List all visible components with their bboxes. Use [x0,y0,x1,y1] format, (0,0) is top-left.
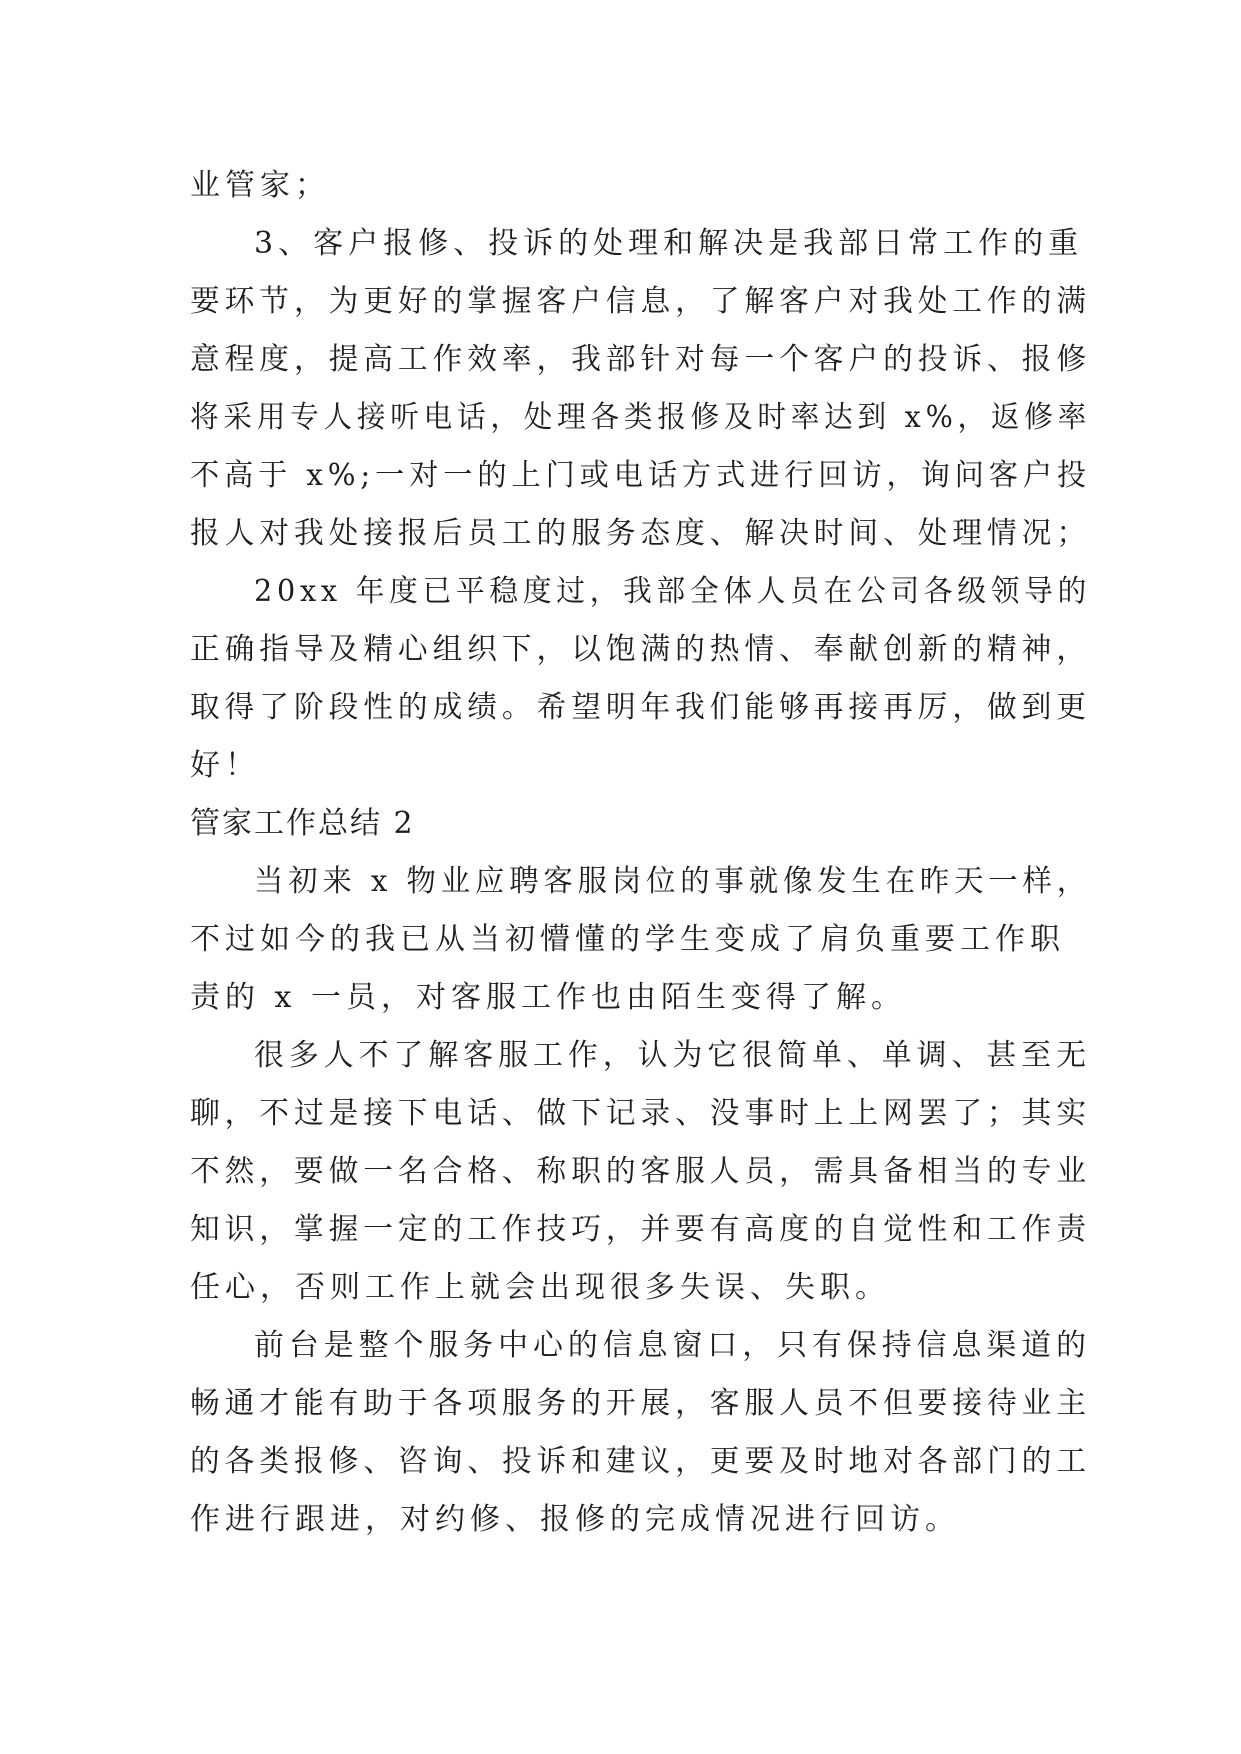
paragraph-start-line: 当初来 x 物业应聘客服岗位的事就像发生在昨天一样， [254,864,1091,899]
text-line: 不然，要做一名合格、称职的客服人员，需具备相当的专业 [190,1154,1091,1189]
text-line: 取得了阶段性的成绩。希望明年我们能够再接再厉，做到更 [190,690,1091,725]
section-heading: 管家工作总结 2 [190,806,415,841]
text-line: 要环节，为更好的掌握客户信息，了解客户对我处工作的满 [190,284,1091,319]
text-line: 将采用专人接听电话，处理各类报修及时率达到 x%，返修率 [190,400,1092,435]
text-line: 畅通才能有助于各项服务的开展，客服人员不但要接待业主 [190,1386,1091,1421]
text-line: 的各类报修、咨询、投诉和建议，更要及时地对各部门的工 [190,1444,1091,1479]
text-line: 作进行跟进，对约修、报修的完成情况进行回访。 [190,1502,960,1537]
text-line: 不过如今的我已从当初懵懂的学生变成了肩负重要工作职 [190,922,1065,957]
text-line: 聊，不过是接下电话、做下记录、没事时上上网罢了；其实 [190,1096,1091,1131]
text-line: 责的 x 一员，对客服工作也由陌生变得了解。 [190,980,906,1015]
text-line: 知识，掌握一定的工作技巧，并要有高度的自觉性和工作责 [190,1212,1091,1247]
text-line: 正确指导及精心组织下，以饱满的热情、奉献创新的精神， [190,632,1091,667]
text-line: 任心，否则工作上就会出现很多失误、失职。 [190,1270,890,1305]
paragraph-start-line: 3、客户报修、投诉的处理和解决是我部日常工作的重 [254,226,1084,261]
paragraph-start-line: 前台是整个服务中心的信息窗口，只有保持信息渠道的 [254,1328,1091,1363]
text-line: 业管家； [190,168,330,203]
text-line: 好！ [190,748,260,783]
paragraph-start-line: 20xx 年度已平稳度过，我部全体人员在公司各级领导的 [254,574,1092,609]
text-line: 不高于 x%;一对一的上门或电话方式进行回访，询问客户投 [190,458,1092,493]
paragraph-start-line: 很多人不了解客服工作，认为它很简单、单调、甚至无 [254,1038,1091,1073]
text-line: 报人对我处接报后员工的服务态度、解决时间、处理情况； [190,516,1091,551]
text-line: 意程度，提高工作效率，我部针对每一个客户的投诉、报修 [190,342,1091,377]
